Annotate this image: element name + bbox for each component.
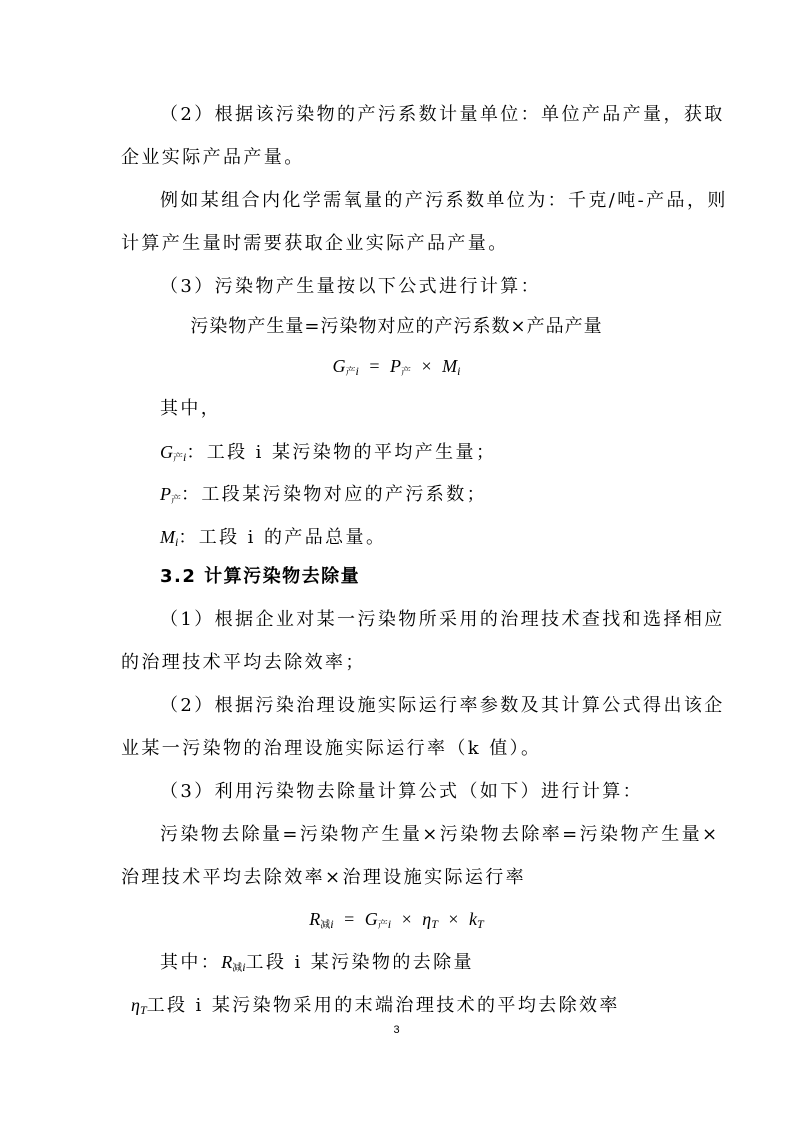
paragraph-line: 其中， bbox=[160, 398, 222, 419]
paragraph-line: （3）利用污染物去除量计算公式（如下）进行计算： bbox=[160, 781, 644, 802]
paragraph-line: （2）根据该污染物的产污系数计量单位：单位产品产量，获取 bbox=[160, 104, 725, 125]
definition-m: $M_i$：工段 i 的产品总量。 bbox=[160, 527, 387, 549]
definition-eta: $\eta_T$工段 i 某污染物采用的末端治理技术的平均去除效率 bbox=[131, 995, 620, 1017]
definition-p: $P_产$：工段某污染物对应的产污系数； bbox=[160, 484, 487, 506]
paragraph-line: （3）污染物产生量按以下公式进行计算： bbox=[160, 276, 542, 297]
paragraph-line: （2）根据污染治理设施实际运行率参数及其计算公式得出该企 bbox=[160, 695, 725, 716]
paragraph-line: 污染物去除量=污染物产生量×污染物去除率=污染物产生量× bbox=[160, 824, 720, 845]
paragraph-line: 企业实际产品产量。 bbox=[121, 147, 305, 168]
paragraph-line: 的治理技术平均去除效率； bbox=[121, 652, 366, 673]
page-number: 3 bbox=[393, 1024, 400, 1036]
paragraph-line: 业某一污染物的治理设施实际运行率（k 值）。 bbox=[121, 738, 542, 759]
section-heading: 3.2 计算污染物去除量 bbox=[160, 566, 361, 587]
paragraph-line: 治理技术平均去除效率×治理设施实际运行率 bbox=[121, 867, 527, 888]
paragraph-line: 计算产生量时需要获取企业实际产品产量。 bbox=[121, 233, 509, 254]
formula-1: $G_{产i} = P_产 \times M_i$ bbox=[332, 356, 461, 378]
paragraph-line: （1）根据企业对某一污染物所采用的治理技术查找和选择相应 bbox=[160, 609, 725, 630]
formula-text: 污染物产生量=污染物对应的产污系数×产品产量 bbox=[190, 316, 603, 337]
paragraph-line: 例如某组合内化学需氧量的产污系数单位为：千克/吨-产品，则 bbox=[160, 190, 728, 211]
formula-2: $R_{减i} = G_{产i} \times \eta_T \times k_T$ bbox=[309, 909, 484, 931]
definition-r: 其中：$R_{减i}$工段 i 某污染物的去除量 bbox=[160, 952, 474, 974]
definition-g: $G_{产i}$：工段 i 某污染物的平均产生量； bbox=[160, 442, 497, 464]
